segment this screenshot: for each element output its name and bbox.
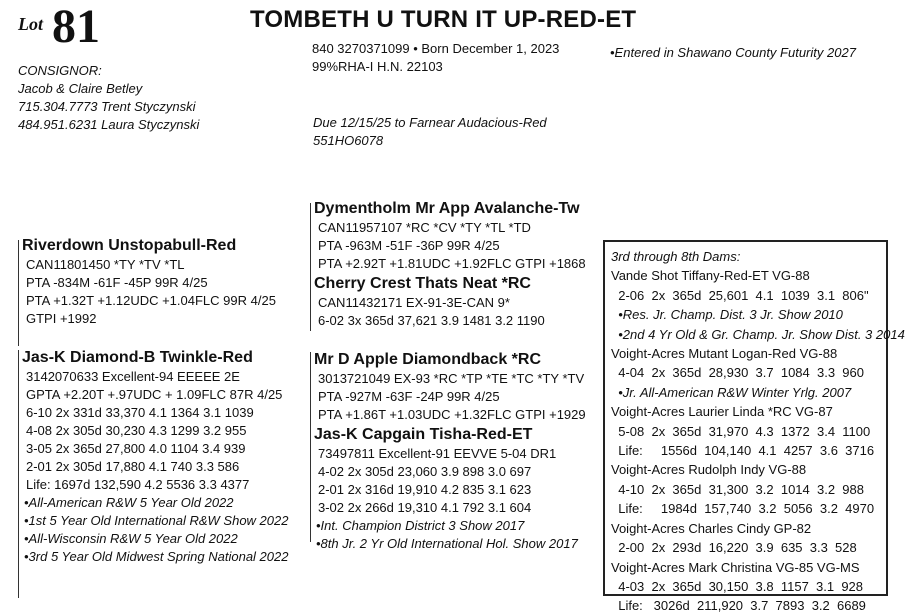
extended-dam-line: 4-04 2x 365d 28,930 3.7 1084 3.3 960 [611, 365, 864, 381]
extended-dam-line: Vande Shot Tiffany-Red-ET VG-88 [611, 268, 810, 284]
sire-name: Riverdown Unstopabull-Red [22, 237, 237, 254]
dam-sire-line: PTA +1.86T +1.03UDC +1.32FLC GTPI +1929 [318, 407, 586, 422]
dam-record: 2-01 2x 305d 17,880 4.1 740 3.3 586 [26, 459, 240, 474]
extended-dams-box [603, 240, 905, 614]
dam-name: Jas-K Diamond-B Twinkle-Red [22, 349, 253, 366]
pedigree-bracket [310, 352, 311, 542]
extended-dam-line: Voight-Acres Rudolph Indy VG-88 [611, 462, 807, 478]
dam-record: 6-10 2x 331d 33,370 4.1 1364 3.1 1039 [26, 405, 254, 420]
extended-dam-line: 5-08 2x 365d 31,970 4.3 1372 3.4 1100 [611, 423, 871, 439]
dam-dam-honor: •8th Jr. 2 Yr Old International Hol. Show 2017 [316, 536, 578, 551]
consignor-line: 484.951.6231 Laura Styczynski [18, 117, 200, 132]
sire-line: PTA +1.32T +1.12UDC +1.04FLC 99R 4/25 [26, 293, 276, 308]
dam-honor: •1st 5 Year Old International R&W Show 2022 [24, 513, 289, 528]
dam-block [22, 348, 288, 566]
extended-dam-line: 2-06 2x 365d 25,601 4.1 1039 3.1 806" [611, 287, 869, 303]
dam-dam-honor: •Int. Champion District 3 Show 2017 [316, 518, 525, 533]
consignor-line: 715.304.7773 Trent Styczynski [18, 99, 196, 114]
dam-honor: •All-Wisconsin R&W 5 Year Old 2022 [24, 531, 238, 546]
due-line: 551HO6078 [313, 133, 384, 148]
dam-record: 3-05 2x 365d 27,800 4.0 1104 3.4 939 [26, 441, 246, 456]
extended-dam-line: Life: 3026d 211,920 3.7 7893 3.2 6689 [611, 598, 866, 614]
extended-dam-line: Life: 1984d 157,740 3.2 5056 3.2 4970 [611, 501, 875, 517]
registration-line: 840 3270371099 • Born December 1, 2023 [312, 41, 560, 56]
dam-record: 4-08 2x 305d 30,230 4.3 1299 3.2 955 [26, 423, 247, 438]
dam-sire-line: 3013721049 EX-93 *RC *TP *TE *TC *TY *TV [318, 371, 585, 386]
due-line: Due 12/15/25 to Farnear Audacious-Red [313, 115, 547, 130]
dam-dam-record: 4-02 2x 305d 23,060 3.9 898 3.0 697 [318, 464, 532, 479]
sire-line: GTPI +1992 [26, 311, 97, 326]
sire-dam-line: CAN11432171 EX-91-3E-CAN 9* [318, 295, 510, 310]
extended-dam-line: Voight-Acres Mark Christina VG-85 VG-MS [611, 559, 860, 575]
sire-sire-line: CAN11957107 *RC *CV *TY *TL *TD [318, 220, 531, 235]
dam-honor: •3rd 5 Year Old Midwest Spring National 2022 [24, 549, 289, 564]
sire-line: CAN11801450 *TY *TV *TL [26, 257, 185, 272]
dam-dam-record: 3-02 2x 266d 19,310 4.1 792 3.1 604 [318, 500, 532, 515]
sire-dam-block [314, 274, 545, 330]
extended-dams-list [611, 266, 905, 615]
sire-block [22, 236, 276, 328]
extended-dam-line: •2nd 4 Yr Old & Gr. Champ. Jr. Show Dist. 3 2014 [611, 326, 905, 342]
extended-dam-line: Voight-Acres Charles Cindy GP-82 [611, 520, 812, 536]
dam-dam-line: 73497811 Excellent-91 EEVVE 5-04 DR1 [318, 446, 557, 461]
animal-title: TOMBETH U TURN IT UP-RED-ET [250, 6, 637, 33]
extended-dam-line: •Jr. All-American R&W Winter Yrlg. 2007 [611, 384, 852, 400]
lot-label: Lot [18, 14, 43, 34]
pedigree-bracket [310, 203, 311, 331]
registration-line: 99%RHA-I H.N. 22103 [312, 59, 443, 74]
extended-dam-line: 4-10 2x 365d 31,300 3.2 1014 3.2 988 [611, 481, 864, 497]
extended-dams-header: 3rd through 8th Dams: [611, 249, 741, 264]
lot-number: 81 [52, 0, 100, 53]
registration-info [312, 40, 559, 76]
dam-life-record: Life: 1697d 132,590 4.2 5536 3.3 4377 [26, 477, 250, 492]
pedigree-bracket [18, 350, 19, 598]
dam-sire-block [314, 350, 586, 424]
dam-dam-block [314, 425, 578, 553]
sire-dam-line: 6-02 3x 365d 37,621 3.9 1481 3.2 1190 [318, 313, 545, 328]
dam-line: 3142070633 Excellent-94 EEEEE 2E [26, 369, 240, 384]
sire-sire-block [314, 199, 586, 273]
extended-dam-line: Voight-Acres Laurier Linda *RC VG-87 [611, 404, 833, 420]
extended-dam-line: 2-00 2x 293d 16,220 3.9 635 3.3 528 [611, 540, 857, 556]
consignor-line: Jacob & Claire Betley [18, 81, 143, 96]
due-info [313, 114, 547, 150]
extended-dam-line: 4-03 2x 365d 30,150 3.8 1157 3.1 928 [611, 578, 864, 594]
sire-sire-name: Dymentholm Mr App Avalanche-Tw [314, 200, 580, 217]
pedigree-bracket [18, 240, 19, 346]
consignor-block [18, 62, 199, 134]
dam-dam-record: 2-01 2x 316d 19,910 4.2 835 3.1 623 [318, 482, 532, 497]
dam-sire-name: Mr D Apple Diamondback *RC [314, 351, 541, 368]
sire-sire-line: PTA +2.92T +1.81UDC +1.92FLC GTPI +1868 [318, 256, 586, 271]
extended-dam-line: Voight-Acres Mutant Logan-Red VG-88 [611, 346, 838, 362]
consignor-label: CONSIGNOR: [18, 63, 102, 78]
sire-dam-name: Cherry Crest Thats Neat *RC [314, 275, 531, 292]
futurity-note: •Entered in Shawano County Futurity 2027 [610, 45, 856, 60]
extended-dam-line: Life: 1556d 104,140 4.1 4257 3.6 3716 [611, 443, 875, 459]
dam-dam-name: Jas-K Capgain Tisha-Red-ET [314, 426, 533, 443]
sire-line: PTA -834M -61F -45P 99R 4/25 [26, 275, 208, 290]
extended-dam-line: •Res. Jr. Champ. Dist. 3 Jr. Show 2010 [611, 307, 843, 323]
dam-sire-line: PTA -927M -63F -24P 99R 4/25 [318, 389, 500, 404]
sire-sire-line: PTA -963M -51F -36P 99R 4/25 [318, 238, 500, 253]
dam-honor: •All-American R&W 5 Year Old 2022 [24, 495, 234, 510]
dam-line: GPTA +2.20T +.97UDC + 1.09FLC 87R 4/25 [26, 387, 283, 402]
